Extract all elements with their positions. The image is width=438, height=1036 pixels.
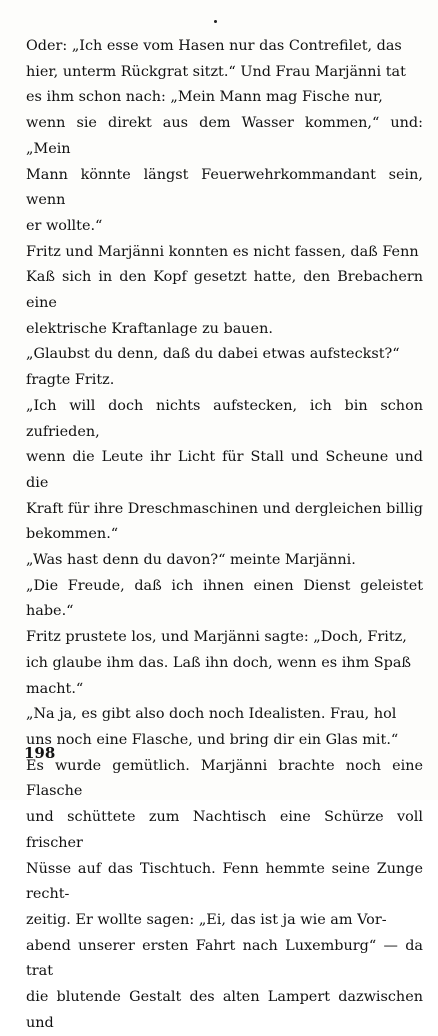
paragraph: „Was hast denn du davon?“ meinte Marjänni. — [26, 552, 356, 569]
paragraph: „Na ja, es gibt also doch noch Idealisten. Frau, hol uns noch eine Flasche, und bring dir ein Glas mit.“ Es wurde gemütlich. Marjänni brachte noch eine Flasche und schüttete zum Nachtisch eine Schürze voll frischer Nüsse auf das Tischtuch. Fenn hemmte seine Zunge recht- zeitig. Er wollte sagen: „Ei, das ist ja wie am Vor- abend unserer ersten Fahrt nach Luxemburg“ — da trat die blutende Gestalt des alten Lampert dazwischen und — [26, 706, 423, 1031]
paragraph: Oder: „Ich esse vom Hasen nur das Contrefilet, das hier, unterm Rückgrat sitzt.“ Und Frau Marjänni tat es ihm schon nach: „Mein Mann mag Fische nur, wenn sie direkt aus dem Wasser kommen,“ und: „Mein Mann könnte längst Feuerwehrkommandant sein, wenn er wollte.“ — [26, 38, 423, 234]
paragraph: Fritz und Marjänni konnten es nicht fassen, daß Fenn Kaß sich in den Kopf gesetzt hatte, den Brebachern eine elektrische Kraftanlage zu bauen. — [26, 243, 423, 337]
body-text — [26, 34, 423, 1036]
top-dot-mark — [214, 20, 217, 23]
paragraph: „Ich will doch nichts aufstecken, ich bin schon zufrieden, wenn die Leute ihr Licht für Stall und Scheune und die Kraft für ihre Dreschmaschinen und dergleichen billig bekommen.“ — [26, 397, 423, 543]
page-number: 198 — [24, 744, 56, 762]
paragraph: „Die Freude, daß ich ihnen einen Dienst geleistet habe.“ Fritz prustete los, und Marjänni sagte: „Doch, Fritz, ich glaube ihm das. Laß ihn doch, wenn es ihm Spaß macht.“ — [26, 577, 423, 697]
paragraph: „Glaubst du denn, daß du dabei etwas aufsteckst?“ fragte Fritz. — [26, 346, 400, 389]
